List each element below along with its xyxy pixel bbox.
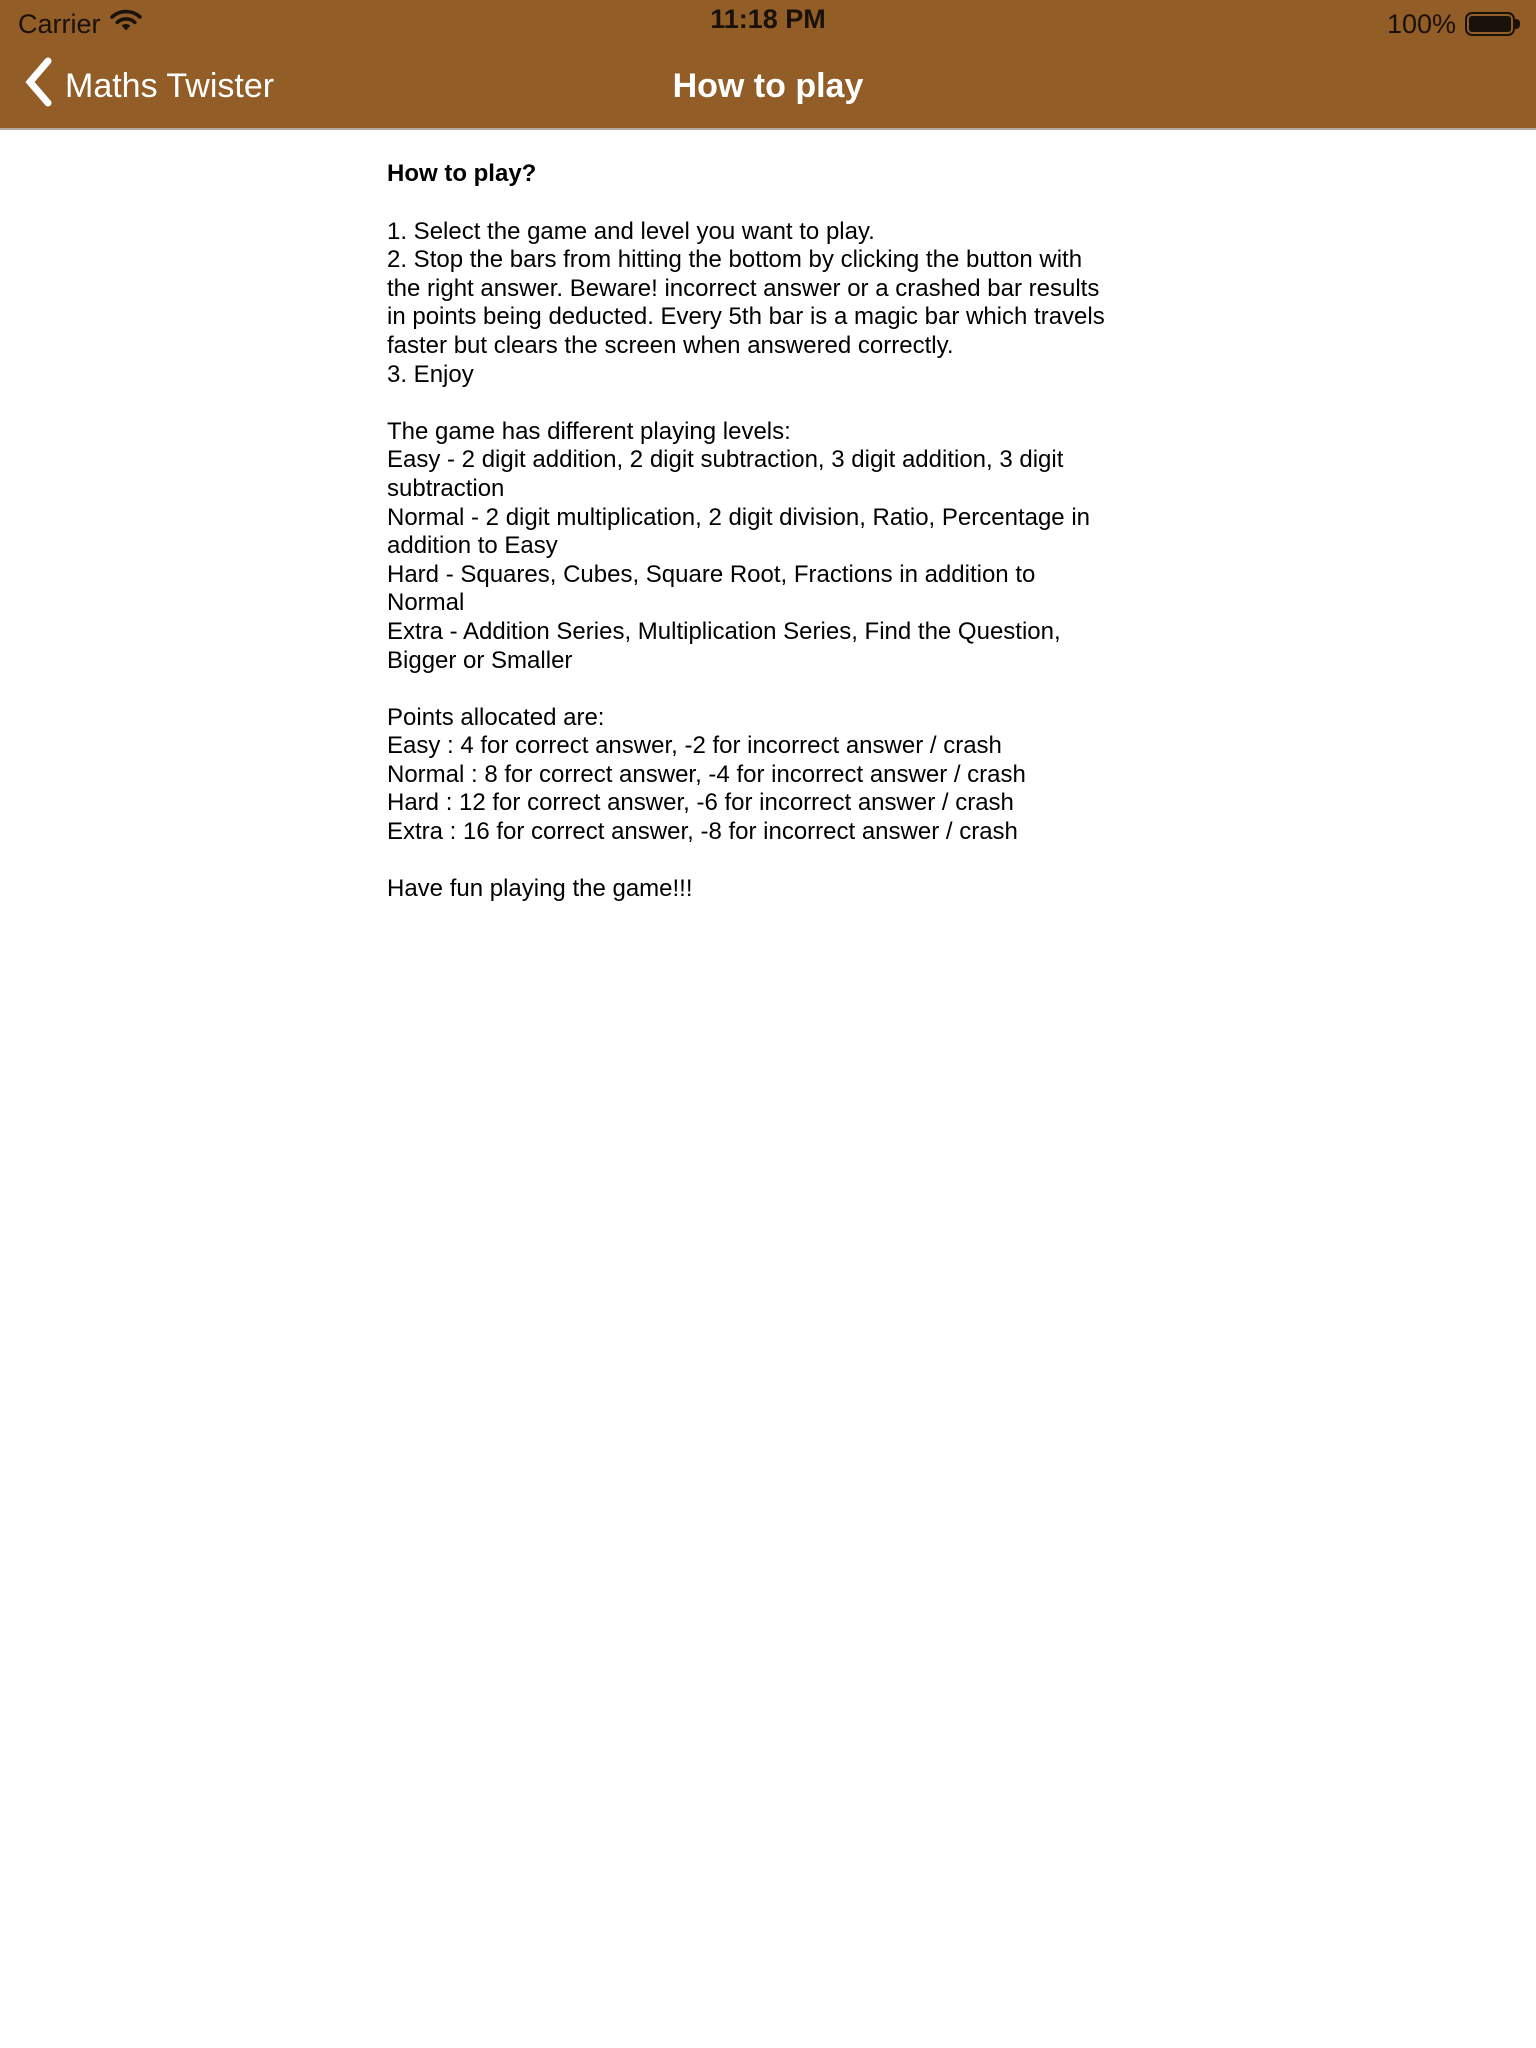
chevron-left-icon (24, 57, 52, 116)
clock-label: 11:18 PM (710, 4, 826, 34)
instructions-text-column (387, 160, 1149, 904)
content-area (0, 132, 1536, 2048)
back-button-label: Maths Twister (65, 66, 275, 105)
battery-percent-label: 100% (1386, 8, 1456, 39)
status-bar (0, 0, 1536, 44)
nav-bar (0, 44, 1536, 128)
page-title: How to play (672, 66, 864, 105)
battery-icon (1465, 12, 1515, 36)
status-left-cluster (18, 8, 142, 41)
battery-fill (1469, 16, 1511, 32)
instructions-heading: How to play? (387, 160, 537, 187)
status-right-cluster (1387, 9, 1522, 40)
wifi-icon (110, 8, 142, 41)
app-header (0, 0, 1536, 130)
instructions-body: 1. Select the game and level you want to play. 2. Stop the bars from hitting the bottom by clicking the button with the right answer. Beware! incorrect answer or a crashed bar results in points being deducted. Every 5th bar is a magic bar which travels faster but clears the screen when answered correctly. 3. Enjoy The game has different playing levels: Easy - 2 digit addition, 2 digit subtraction, 3 digit addition, 3 digit subtraction Normal - 2 digit multiplication, 2 digit division, Ratio, Percentage in addition to Easy Hard - Squares, Cubes, Square Root, Fractions in addition to Normal Extra - Addition Series, Multiplication Series, Find the Question, Bigger or Smaller Points allocated are: Easy : 4 for correct answer, -2 for incorrect answer / crash Normal : 8 for correct answer, -4 for incorrect answer / crash Hard : 12 for correct answer, -6 for incorrect answer / crash Extra : 16 for correct answer, -8 for incorrect answer / crash Have fun playing the game!!! (387, 217, 1105, 903)
battery-nub (1515, 19, 1520, 29)
carrier-label: Carrier (18, 8, 101, 39)
back-button[interactable] (0, 57, 274, 116)
